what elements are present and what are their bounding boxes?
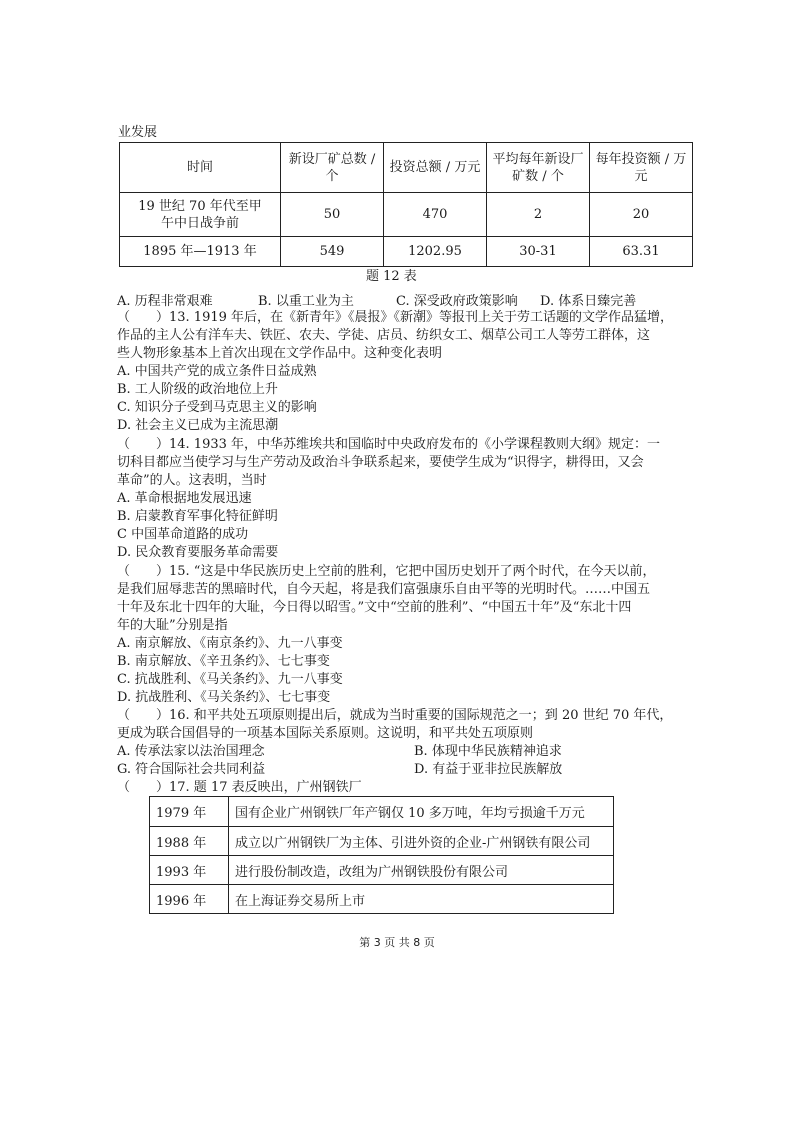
table-row <box>150 797 614 827</box>
option-c: C. 抗战胜利、《马关条约》、九一八事变 <box>117 672 343 687</box>
question-line: （ ）15. “这是中华民族历史上空前的胜利，它把中国历史划开了两个时代，在今天以前， <box>117 564 656 579</box>
question-line: 些人物形象基本上首次出现在文学作品中。这种变化表明 <box>117 346 443 361</box>
question-line: （ ）16. 和平共处五项原则提出后，就成为当时重要的国际规范之一；到 20 世纪 70 年代， <box>117 708 673 723</box>
table-cell: 30-31 <box>487 237 590 267</box>
table-row <box>150 856 614 885</box>
page-footer: 第 3 页 共 8 页 <box>359 936 435 949</box>
table-header: 平均每年新设厂矿数 / 个 <box>487 143 590 193</box>
table-cell: 1988 年 <box>150 827 229 856</box>
question-line: 切科目都应当使学习与生产劳动及政治斗争联系起来，要使学生成为“识得字，耕得田，又会 <box>117 455 644 470</box>
option-d: D. 体系日臻完善 <box>540 294 637 309</box>
table-cell: 1996 年 <box>150 885 229 914</box>
option-b: B. 南京解放、《辛丑条约》、七七事变 <box>117 654 330 669</box>
option-a: A. 中国共产党的成立条件日益成熟 <box>117 364 317 379</box>
header-fragment: 业发展 <box>118 125 158 140</box>
table-header: 新设厂矿总数 / 个 <box>281 143 384 193</box>
option-a: A. 革命根据地发展迅速 <box>117 491 252 506</box>
option-a: A. 传承法家以法治国理念 <box>117 744 265 759</box>
table-cell: 进行股份制改造，改组为广州钢铁股份有限公司 <box>229 856 614 885</box>
table-cell: 在上海证券交易所上市 <box>229 885 614 914</box>
table-cell: 国有企业广州钢铁厂年产钢仅 10 多万吨，年均亏损逾千万元 <box>229 797 614 827</box>
table-cell: 1993 年 <box>150 856 229 885</box>
option-c: C. 知识分子受到马克思主义的影响 <box>117 400 317 415</box>
table-12 <box>119 142 693 267</box>
table-cell: 1895 年—1913 年 <box>120 237 281 267</box>
question-line: 十年及东北十四年的大耻，今日得以昭雪。”文中“空前的胜利”、“中国五十年”及“东北十四 <box>117 600 632 615</box>
table-cell: 19 世纪 70 年代至甲午中日战争前 <box>120 193 281 237</box>
table-header-row <box>120 143 693 193</box>
question-line: 是我们屈辱悲苦的黑暗时代，自今天起，将是我们富强康乐自由平等的光明时代。……中国五 <box>117 582 651 597</box>
table-header: 每年投资额 / 万元 <box>590 143 693 193</box>
question-line: 革命”的人。这表明，当时 <box>117 473 267 488</box>
option-d: D. 社会主义已成为主流思潮 <box>117 418 279 433</box>
question-line: 年的大耻”分别是指 <box>117 618 228 633</box>
option-b: B. 启蒙教育军事化特征鲜明 <box>117 509 278 524</box>
option-b: B. 以重工业为主 <box>258 294 354 309</box>
question-line: 更成为联合国倡导的一项基本国际关系原则。这说明，和平共处五项原则 <box>117 726 534 741</box>
table-header: 时间 <box>120 143 281 193</box>
table-cell: 549 <box>281 237 384 267</box>
table-row <box>120 193 693 237</box>
table-row <box>150 827 614 856</box>
option-d: D. 抗战胜利、《马关条约》、七七事变 <box>117 690 331 705</box>
table-cell: 63.31 <box>590 237 693 267</box>
table-17 <box>149 796 614 914</box>
table-header: 投资总额 / 万元 <box>384 143 487 193</box>
option-c: C 中国革命道路的成功 <box>117 527 249 542</box>
table-cell: 1202.95 <box>384 237 487 267</box>
option-a: A. 历程非常艰难 <box>117 294 213 309</box>
table-row <box>120 237 693 267</box>
option-c: C. 深受政府政策影响 <box>396 294 518 309</box>
option-b: B. 工人阶级的政治地位上升 <box>117 382 278 397</box>
table-cell: 成立以广州钢铁厂为主体、引进外资的企业-广州钢铁有限公司 <box>229 827 614 856</box>
table-cell: 2 <box>487 193 590 237</box>
question-17-stem: （ ）17. 题 17 表反映出，广州钢铁厂 <box>117 780 362 795</box>
table-cell: 50 <box>281 193 384 237</box>
option-d: D. 有益于亚非拉民族解放 <box>414 762 563 777</box>
table-cell: 470 <box>384 193 487 237</box>
table-cell: 20 <box>590 193 693 237</box>
question-line: （ ）13. 1919 年后，在《新青年》《晨报》《新潮》等报刊上关于劳工话题的文学作品猛增， <box>117 310 674 325</box>
option-d: D. 民众教育要服务革命需要 <box>117 545 279 560</box>
table-caption: 题 12 表 <box>366 269 417 284</box>
question-line: 作品的主人公有洋车夫、铁匠、农夫、学徒、店员、纺织女工、烟草公司工人等劳工群体，这 <box>117 328 651 343</box>
option-c: G. 符合国际社会共同利益 <box>117 762 266 777</box>
option-b: B. 体现中华民族精神追求 <box>414 744 562 759</box>
question-line: （ ）14. 1933 年，中华苏维埃共和国临时中央政府发布的《小学课程教则大纲》规定：一 <box>117 437 661 452</box>
table-row <box>150 885 614 914</box>
option-a: A. 南京解放、《南京条约》、九一八事变 <box>117 636 343 651</box>
table-cell: 1979 年 <box>150 797 229 827</box>
